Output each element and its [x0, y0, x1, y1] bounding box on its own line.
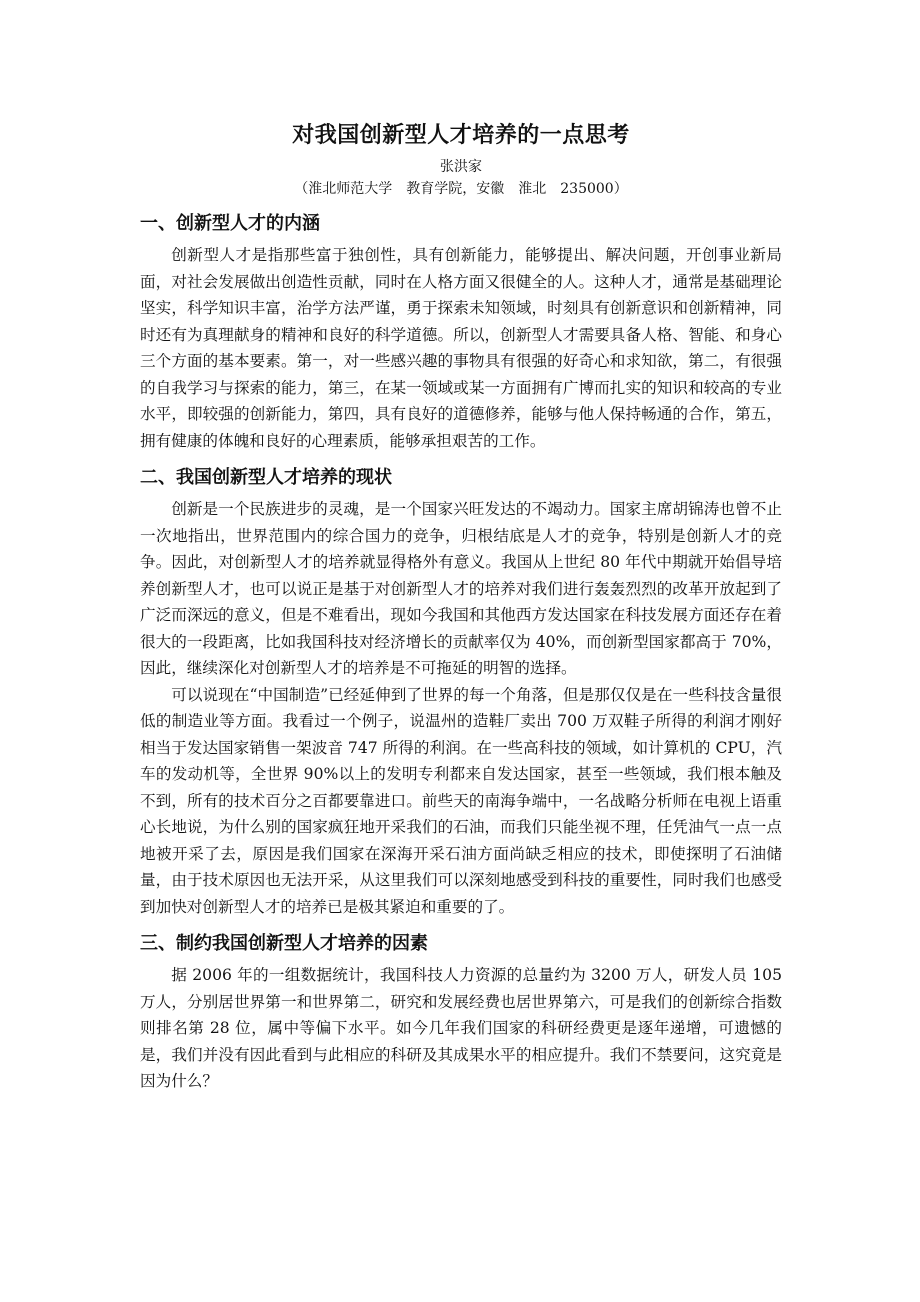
- paragraph: 创新型人才是指那些富于独创性，具有创新能力，能够提出、解决问题，开创事业新局面，对社会发展做出创造性贡献，同时在人格方面又很健全的人。这种人才，通常是基础理论坚实，科学知识丰富，治学方法严谨，勇于探索未知领域，时刻具有创新意识和创新精神，同时还有为真理献身的精神和良好的科学道德。所以，创新型人才需要具备人格、智能、和身心三个方面的基本要素。第一，对一些感兴趣的事物具有很强的好奇心和求知欲，第二，有很强的自我学习与探索的能力，第三，在某一领域或某一方面拥有广博而扎实的知识和较高的专业水平，即较强的创新能力，第四，具有良好的道德修养，能够与他人保持畅通的合作，第五，拥有健康的体魄和良好的心理素质，能够承担艰苦的工作。: [140, 246, 782, 450]
- section-2: [140, 464, 782, 920]
- section-heading: 一、创新型人才的内涵: [140, 213, 320, 234]
- section-1: [140, 210, 782, 454]
- paragraph: 可以说现在“中国制造”已经延伸到了世界的每一个角落，但是那仅仅是在一些科技含量很低的制造业等方面。我看过一个例子，说温州的造鞋厂卖出 700 万双鞋子所得的利润才刚好相当于发达国家销售一架波音 747 所得的利润。在一些高科技的领域，如计算机的 CPU，汽车的发动机等，全世界 90%以上的发明专利都来自发达国家，甚至一些领域，我们根本触及不到，所有的技术百分之百都要靠进口。前些天的南海争端中，一名战略分析师在电视上语重心长地说，为什么别的国家疯狂地开采我们的石油，而我们只能坐视不理，任凭油气一点一点地被开采了去，原因是我们国家在深海开采石油方面尚缺乏相应的技术，即使探明了石油储量，由于技术原因也无法开采，从这里我们可以深刻地感受到科技的重要性，同时我们也感受到加快对创新型人才的培养已是极其紧迫和重要的了。: [140, 685, 782, 916]
- author-name: 张洪家: [440, 159, 482, 175]
- paragraph: 据 2006 年的一组数据统计，我国科技人力资源的总量约为 3200 万人，研发人员 105 万人，分别居世界第一和世界第二，研究和发展经费也居世界第六，可是我们的创新综合指数则排名第 28 位，属中等偏下水平。如今几年我们国家的科研经费更是逐年递增，可遗憾的是，我们并没有因此看到与此相应的科研及其成果水平的相应提升。我们不禁要问，这究竟是因为什么？: [140, 966, 782, 1090]
- document-page: [140, 118, 782, 1095]
- paragraph: 创新是一个民族进步的灵魂，是一个国家兴旺发达的不竭动力。国家主席胡锦涛也曾不止一次地指出，世界范围内的综合国力的竞争，归根结底是人才的竞争，特别是创新人才的竞争。因此，对创新型人才的培养就显得格外有意义。我国从上世纪 80 年代中期就开始倡导培养创新型人才，也可以说正是基于对创新型人才的培养对我们进行轰轰烈烈的改革开放起到了广泛而深远的意义，但是不难看出，现如今我国和其他西方发达国家在科技发展方面还存在着很大的一段距离，比如我国科技对经济增长的贡献率仅为 40%，而创新型国家都高于 70%，因此，继续深化对创新型人才的培养是不可拖延的明智的选择。: [140, 500, 782, 677]
- section-heading: 二、我国创新型人才培养的现状: [140, 467, 392, 488]
- document-title: 对我国创新型人才培养的一点思考: [292, 122, 630, 148]
- author-affiliation: （淮北师范大学 教育学院，安徽 淮北 235000）: [294, 181, 628, 197]
- section-heading: 三、制约我国创新型人才培养的因素: [140, 933, 428, 954]
- section-3: [140, 930, 782, 1095]
